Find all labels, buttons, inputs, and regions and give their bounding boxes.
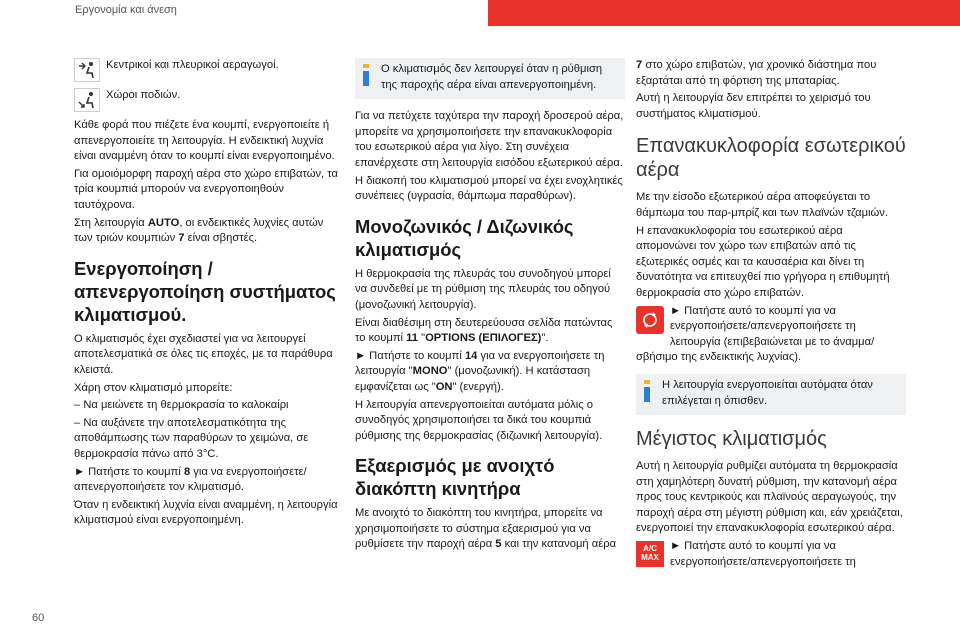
paragraph: Η λειτουργία απενεργοποιείται αυτόματα μόλις ο συνοδηγός χρησιμοποιήσει τα δικά του κουμπιά ρύθμισης της θερμοκρασίας (διζωνική λειτουργία). — [355, 398, 603, 442]
paragraph: Χάρη στον κλιματισμό μπορείτε: — [74, 381, 233, 394]
air-vents-feet-icon — [74, 88, 100, 112]
paragraph: Κάθε φορά που πιέζετε ένα κουμπί, ενεργοποιείτε ή απενεργοποιείτε τη λειτουργία. Η ενδεικτική λυχνία είναι αναμμένη όταν το κουμπί είναι ενεργοποιημένο. — [74, 119, 335, 163]
page-number: 60 — [32, 612, 45, 624]
paragraph: Στη λειτουργία AUTO, οι ενδεικτικές λυχνίες αυτών των τριών κουμπιών 7 είναι σβηστές. — [74, 216, 324, 245]
info-notice — [355, 58, 625, 99]
info-icon — [640, 378, 656, 409]
section-heading: Εξαερισμός με ανοιχτό διακόπτη κινητήρα — [355, 455, 555, 500]
icon-item-feet-vents — [74, 88, 344, 112]
icon-item-label: Χώροι ποδιών. — [106, 89, 181, 101]
instruction: ► Πατήστε αυτό το κουμπί για να ενεργοποιήσετε/απενεργοποιήσετε τη λειτουργία (επιβεβαιώνεται με το άναμμα/σβήσιμο της ενδεικτικής λυχνίας). — [636, 304, 875, 364]
info-notice — [636, 374, 906, 415]
paragraph: Με την είσοδο εξωτερικού αέρα αποφεύγεται το θάμπωμα του παρ-μπρίζ και των πλαϊνών τζαμιών. — [636, 191, 888, 219]
icon-item-label: Κεντρικοί και πλευρικοί αεραγωγοί. — [106, 59, 279, 71]
paragraph: Με ανοιχτό το διακόπτη του κινητήρα, μπορείτε να χρησιμοποιήσετε το σύστημα εξαερισμού για να ρυθμίσετε την παροχή αέρα 5 και την κατανομή αέρα — [355, 507, 617, 551]
paragraph: Αυτή η λειτουργία ρυθμίζει αυτόματα τη θερμοκρασία στη χαμηλότερη δυνατή ρύθμιση, την κατανομή αέρα προς τους κεντρικούς και πλαϊνούς αεραγωγούς, την παροχή αέρα στη μέγιστη ρύθμιση και, εάν χρειάζεται, ενεργοποιεί την επανακυκλοφορία εσωτερικού αέρα. — [636, 460, 903, 535]
paragraph: Η θερμοκρασία της πλευράς του συνοδηγού μπορεί να συνδεθεί με τη ρύθμιση της πλευράς του οδηγού (μονοζωνική λειτουργία). — [355, 267, 611, 311]
section-heading: Μέγιστος κλιματισμός — [636, 428, 827, 451]
paragraph: Η διακοπή του κλιματισμού μπορεί να έχει ενοχλητικές συνέπειες (υγρασία, θάμπωμα παραθύρων). — [355, 174, 623, 203]
column-3 — [636, 58, 906, 572]
list-item: – Να αυξάνετε την αποτελεσματικότητα της αποθάμπωσης των παραθύρων το χειμώνα, σε θερμοκρασία πάνω από 3°C. — [74, 416, 309, 460]
paragraph: Για να πετύχετε ταχύτερα την παροχή δροσερού αέρα, μπορείτε να χρησιμοποιήσετε την επανακυκλοφορία του εσωτερικού αέρα για λίγο. Στη συνέχεια επανέρχεστε στη λειτουργία εισόδου εξωτερικού αέρα. — [355, 110, 624, 169]
column-2 — [355, 58, 625, 555]
section-heading: Μονοζωνικός / Διζωνικός κλιματισμός — [355, 215, 574, 260]
header-accent-bar — [488, 0, 960, 26]
paragraph: Αυτή η λειτουργία δεν επιτρέπει το χειρισμό του συστήματος κλιματισμού. — [636, 92, 871, 120]
paragraph: Ο κλιματισμός έχει σχεδιαστεί για να λειτουργεί αποτελεσματικά σε όλες τις εποχές, με τα παράθυρα κλειστά. — [74, 332, 333, 376]
icon-item-face-vents — [74, 58, 344, 82]
paragraph: Είναι διαθέσιμη στη δευτερεύουσα σελίδα πατώντας το κουμπί 11 "OPTIONS (ΕΠΙΛΟΓΕΣ)". — [355, 316, 613, 345]
instruction: ► Πατήστε το κουμπί 14 για να ενεργοποιήσετε τη λειτουργία "MONO" (μονοζωνική). Η κατάσταση εμφανίζεται ως "ON" (ενεργή). — [355, 349, 605, 393]
paragraph: Όταν η ενδεικτική λυχνία είναι αναμμένη, η λειτουργία κλιματισμού είναι ενεργοποιημένη. — [74, 498, 338, 527]
air-recirculation-icon — [636, 306, 664, 334]
notice-text: Η λειτουργία ενεργοποιείται αυτόματα όταν επιλέγεται η όπισθεν. — [662, 378, 873, 407]
paragraph: 7 στο χώρο επιβατών, για χρονικό διάστημα που εξαρτάται από τη φόρτιση της μπαταρίας. — [636, 59, 877, 87]
column-1 — [74, 58, 344, 531]
paragraph: Η επανακυκλοφορία του εσωτερικού αέρα απομονώνει τον χώρο των επιβατών από τις εξωτερικές οσμές και τα καυσαέρια και δίνει τη δυνατότητα να επιτευχθεί πιο γρήγορα η επιθυμητή θερμοκρασία στο χώρο επιβατών. — [636, 224, 890, 299]
info-icon — [359, 62, 375, 93]
section-heading: Ενεργοποίηση / απενεργοποίηση συστήματος κλιματισμού. — [74, 257, 336, 325]
instruction: A/C MAX ► Πατήστε αυτό το κουμπί για να ενεργοποιήσετε/απενεργοποιήσετε τη — [636, 539, 906, 570]
notice-text: Ο κλιματισμός δεν λειτουργεί όταν η ρύθμιση της παροχής αέρα είναι απενεργοποιημένη. — [381, 63, 603, 91]
section-heading: Επανακυκλοφορία εσωτερικού αέρα — [636, 135, 906, 182]
instruction: ► Πατήστε το κουμπί 8 για να ενεργοποιήσετε/ απενεργοποιήσετε τον κλιματισμό. — [74, 465, 307, 494]
air-vents-face-icon — [74, 58, 100, 82]
list-item: – Να μειώνετε τη θερμοκρασία το καλοκαίρι — [74, 399, 289, 412]
ac-max-icon: A/C MAX — [636, 541, 664, 567]
paragraph: Για ομοιόμορφη παροχή αέρα στο χώρο επιβατών, τα τρία κουμπιά μπορούν να ενεργοποιηθούν ταυτόχρονα. — [74, 167, 338, 211]
section-title: Εργονομία και άνεση — [75, 4, 177, 16]
